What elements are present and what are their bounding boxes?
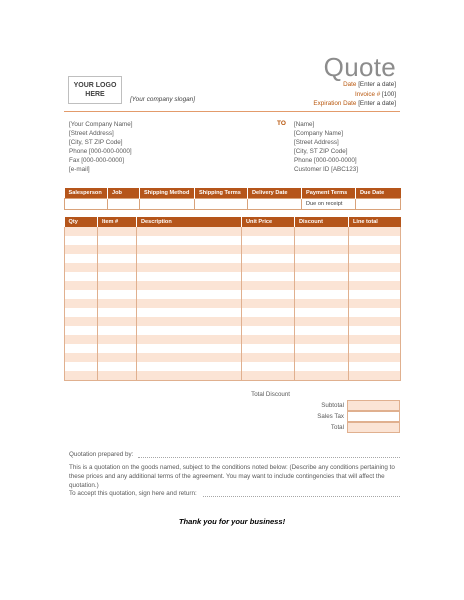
item-cell-unit-price[interactable] [242,308,295,317]
item-cell-item-number[interactable] [98,335,137,344]
item-cell-qty[interactable] [65,227,98,236]
line-items-table [64,217,401,381]
cell-shipping-terms[interactable] [195,199,248,210]
header-item-number: Item # [98,217,137,227]
cell-shipping-method[interactable] [140,199,195,210]
item-cell-description[interactable] [137,335,242,344]
total-value[interactable] [347,422,400,433]
item-cell-line-total[interactable] [349,272,401,281]
sales-tax-value[interactable] [347,411,400,422]
item-cell-discount[interactable] [295,344,349,353]
header-shipping-terms: Shipping Terms [195,188,248,199]
from-phone[interactable]: Phone [000-000-0000] [69,148,132,155]
to-street[interactable]: [Street Address] [294,139,339,146]
from-email[interactable]: [e-mail] [69,166,90,173]
item-cell-description[interactable] [137,344,242,353]
meta-invoice-label: Invoice # [355,90,381,98]
from-address [69,120,132,174]
item-cell-item-number[interactable] [98,308,137,317]
item-cell-line-total[interactable] [349,263,401,272]
item-cell-item-number[interactable] [98,236,137,245]
item-row [65,263,401,272]
item-cell-line-total[interactable] [349,317,401,326]
cell-delivery-date[interactable] [248,199,302,210]
item-cell-unit-price[interactable] [242,245,295,254]
item-cell-discount[interactable] [295,281,349,290]
from-city[interactable]: [City, ST ZIP Code] [69,139,123,146]
item-row [65,326,401,335]
item-cell-discount[interactable] [295,335,349,344]
item-cell-qty[interactable] [65,299,98,308]
item-cell-line-total[interactable] [349,290,401,299]
item-cell-unit-price[interactable] [242,353,295,362]
item-cell-discount[interactable] [295,371,349,381]
meta-expiration-label: Expiration Date [313,100,357,107]
item-cell-qty[interactable] [65,254,98,263]
item-cell-line-total[interactable] [349,299,401,308]
item-cell-line-total[interactable] [349,236,401,245]
item-cell-line-total[interactable] [349,335,401,344]
item-row [65,335,401,344]
item-cell-discount[interactable] [295,227,349,236]
item-row [65,299,401,308]
item-cell-discount[interactable] [295,263,349,272]
to-address [294,120,358,174]
meta-expiration [313,99,396,109]
item-cell-unit-price[interactable] [242,236,295,245]
item-row [65,227,401,236]
prepared-by-line[interactable] [138,457,400,458]
item-cell-description[interactable] [137,245,242,254]
item-cell-item-number[interactable] [98,326,137,335]
item-cell-qty[interactable] [65,236,98,245]
item-cell-qty[interactable] [65,290,98,299]
item-cell-unit-price[interactable] [242,272,295,281]
item-cell-line-total[interactable] [349,344,401,353]
cell-payment-terms[interactable]: Due on receipt [302,199,356,210]
item-row [65,272,401,281]
item-cell-discount[interactable] [295,353,349,362]
item-cell-line-total[interactable] [349,326,401,335]
item-cell-qty[interactable] [65,326,98,335]
item-cell-discount[interactable] [295,272,349,281]
item-cell-qty[interactable] [65,245,98,254]
item-cell-unit-price[interactable] [242,281,295,290]
item-row [65,254,401,263]
item-cell-line-total[interactable] [349,281,401,290]
item-cell-item-number[interactable] [98,290,137,299]
item-cell-item-number[interactable] [98,362,137,371]
item-cell-qty[interactable] [65,344,98,353]
item-cell-discount[interactable] [295,236,349,245]
item-cell-description[interactable] [137,299,242,308]
items-header-row [65,217,401,227]
item-cell-qty[interactable] [65,362,98,371]
item-cell-unit-price[interactable] [242,317,295,326]
from-street[interactable]: [Street Address] [69,130,114,137]
item-cell-item-number[interactable] [98,245,137,254]
to-company[interactable]: [Company Name] [294,130,343,137]
item-cell-item-number[interactable] [98,317,137,326]
header-description: Description [137,217,242,227]
item-row [65,317,401,326]
item-cell-item-number[interactable] [98,263,137,272]
meta-expiration-value[interactable]: [Enter a date] [358,100,396,107]
from-fax[interactable]: Fax [000-000-0000] [69,157,124,164]
header-delivery-date: Delivery Date [248,188,302,199]
item-cell-description[interactable] [137,353,242,362]
item-row [65,290,401,299]
meta-date-label: Date [343,81,357,88]
item-cell-line-total[interactable] [349,362,401,371]
item-cell-unit-price[interactable] [242,362,295,371]
company-logo: YOUR LOGO HERE [68,76,122,104]
item-cell-item-number[interactable] [98,353,137,362]
header-qty: Qty [65,217,98,227]
item-cell-line-total[interactable] [349,254,401,263]
item-cell-discount[interactable] [295,362,349,371]
header-shipping-method: Shipping Method [140,188,195,199]
item-cell-discount[interactable] [295,245,349,254]
header-line-total: Line total [349,217,401,227]
quotation-note: This is a quotation on the goods named, subject to the conditions noted below: (Describe any conditions pertaining to these prices and any additional terms of the agreement. You may want to include contingencies that will affect the quotation.) [69,464,395,489]
total-label: Total [330,424,344,431]
cell-due-date[interactable] [356,199,401,210]
to-city[interactable]: [City, ST ZIP Code] [294,148,348,155]
item-row [65,245,401,254]
item-cell-unit-price[interactable] [242,299,295,308]
company-slogan: [Your company slogan] [130,96,196,103]
prepared-by-label: Quotation prepared by: [69,451,134,458]
header-job: Job [108,188,140,199]
subtotal-label: Subtotal [321,402,344,409]
item-cell-qty[interactable] [65,281,98,290]
item-cell-qty[interactable] [65,272,98,281]
item-cell-item-number[interactable] [98,371,137,381]
item-cell-qty[interactable] [65,308,98,317]
item-cell-item-number[interactable] [98,281,137,290]
accept-label: To accept this quotation, sign here and return: [69,490,197,497]
document-title: Quote [323,52,396,82]
header-unit-price: Unit Price [242,217,295,227]
item-cell-item-number[interactable] [98,254,137,263]
item-cell-line-total[interactable] [349,227,401,236]
item-cell-unit-price[interactable] [242,227,295,236]
item-cell-unit-price[interactable] [242,290,295,299]
item-cell-discount[interactable] [295,299,349,308]
header-salesperson: Salesperson [65,188,108,199]
header-divider [64,111,400,112]
item-cell-description[interactable] [137,326,242,335]
item-cell-description[interactable] [137,263,242,272]
item-cell-description[interactable] [137,317,242,326]
to-name[interactable]: [Name] [294,121,315,128]
item-cell-line-total[interactable] [349,353,401,362]
item-cell-unit-price[interactable] [242,344,295,353]
to-phone[interactable]: Phone [000-000-0000] [294,157,357,164]
item-cell-item-number[interactable] [98,227,137,236]
item-cell-unit-price[interactable] [242,254,295,263]
item-cell-description[interactable] [137,236,242,245]
shipping-table [64,188,401,210]
item-cell-qty[interactable] [65,317,98,326]
from-company[interactable]: [Your Company Name] [69,121,133,128]
item-cell-description[interactable] [137,290,242,299]
item-cell-discount[interactable] [295,317,349,326]
item-cell-item-number[interactable] [98,299,137,308]
item-cell-discount[interactable] [295,290,349,299]
item-cell-unit-price[interactable] [242,263,295,272]
item-row [65,236,401,245]
meta-date-value[interactable]: [Enter a date] [358,81,396,88]
item-row [65,353,401,362]
meta-date [313,80,396,90]
item-cell-item-number[interactable] [98,344,137,353]
header-payment-terms: Payment Terms [302,188,356,199]
subtotal-value[interactable] [347,400,400,411]
item-cell-description[interactable] [137,227,242,236]
header-due-date: Due Date [356,188,401,199]
item-cell-description[interactable] [137,272,242,281]
sales-tax-label: Sales Tax [317,413,344,420]
shipping-header-row [65,188,401,199]
item-row [65,371,401,381]
item-cell-qty[interactable] [65,371,98,381]
item-row [65,281,401,290]
item-cell-unit-price[interactable] [242,326,295,335]
meta-invoice [313,90,396,100]
item-cell-description[interactable] [137,371,242,381]
item-cell-discount[interactable] [295,308,349,317]
item-rows [65,227,401,381]
item-row [65,344,401,353]
item-cell-unit-price[interactable] [242,371,295,381]
item-row [65,362,401,371]
item-cell-line-total[interactable] [349,308,401,317]
meta-invoice-value[interactable]: [100] [381,90,396,98]
to-customer-id[interactable]: Customer ID [ABC123] [294,166,359,173]
header-discount: Discount [295,217,349,227]
item-row [65,308,401,317]
item-cell-discount[interactable] [295,254,349,263]
cell-salesperson[interactable] [65,199,108,210]
to-label: TO [277,120,286,127]
quote-meta [313,80,396,109]
item-cell-qty[interactable] [65,263,98,272]
item-cell-item-number[interactable] [98,272,137,281]
item-cell-description[interactable] [137,254,242,263]
item-cell-qty[interactable] [65,353,98,362]
thank-you-message: Thank you for your business! [178,517,286,526]
item-cell-description[interactable] [137,308,242,317]
total-discount-label: Total Discount [251,391,290,398]
item-cell-discount[interactable] [295,326,349,335]
signature-line[interactable] [203,496,400,497]
shipping-data-row [65,199,401,210]
item-cell-line-total[interactable] [349,371,401,381]
item-cell-line-total[interactable] [349,245,401,254]
item-cell-qty[interactable] [65,335,98,344]
cell-job[interactable] [108,199,140,210]
item-cell-unit-price[interactable] [242,335,295,344]
item-cell-description[interactable] [137,362,242,371]
item-cell-description[interactable] [137,281,242,290]
